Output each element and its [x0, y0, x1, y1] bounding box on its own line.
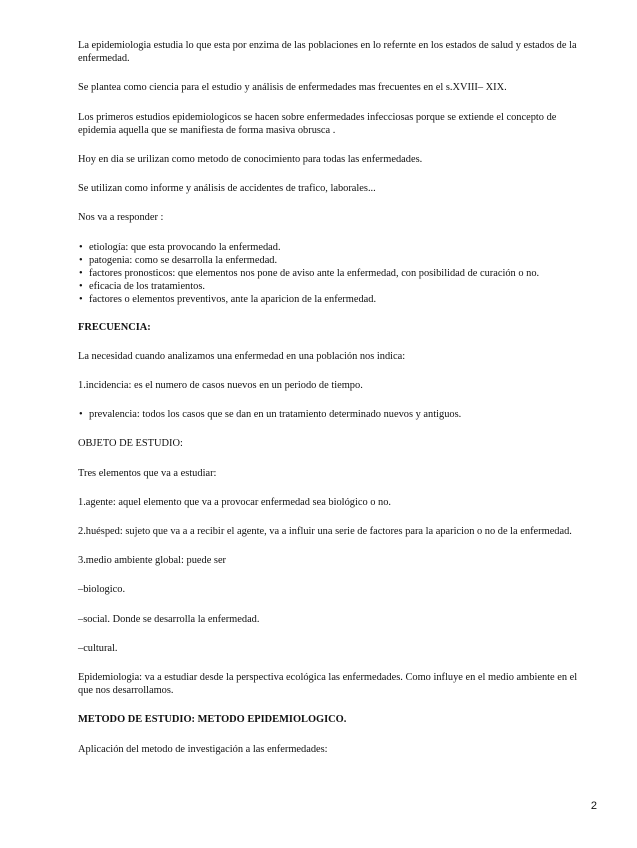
- paragraph-hoy-en-dia: Hoy en dia se urilizan como metodo de conocimiento para todas las enfermedades.: [78, 154, 423, 166]
- paragraph-huesped: 2.huésped: sujeto que va a a recibir el agente, va a influir una serie de factores para la aparicion o no de la enfermedad.: [78, 526, 572, 538]
- list-item: • etiología: que esta provocando la enfermedad.: [78, 241, 588, 254]
- paragraph-cultural: –cultural.: [78, 642, 118, 654]
- paragraph-frecuencia-intro: La necesidad cuando analizamos una enfermedad en una población nos indica:: [78, 350, 406, 362]
- list-item: • factores o elementos preventivos, ante la aparicion de la enfermedad.: [78, 293, 588, 306]
- paragraph-definition: La epidemiologia estudia lo que esta por enzima de las poblaciones en lo refernte en los estados de salud y estados de la enfermedad.: [78, 40, 577, 65]
- paragraph-tres-elementos: Tres elementos que va a estudiar:: [78, 467, 217, 479]
- paragraph-informe: Se utilizan como informe y análisis de accidentes de trafico, laborales...: [78, 183, 376, 195]
- responder-bullet-list: [78, 241, 588, 307]
- paragraph-prevalencia: • prevalencia: todos los casos que se dan en un tratamiento determinado nuevos y antiguos.: [78, 408, 588, 421]
- list-item: • factores pronosticos: que elementos nos pone de aviso ante la enfermedad, con posibilidad de curación o no.: [78, 267, 588, 280]
- heading-frecuencia: FRECUENCIA:: [78, 321, 151, 333]
- paragraph-medio-ambiente: 3.medio ambiente global: puede ser: [78, 555, 227, 567]
- heading-objeto-de-estudio: OBJETO DE ESTUDIO:: [78, 438, 183, 450]
- paragraph-biologico: –biologico.: [78, 584, 126, 596]
- paragraph-aplicacion-metodo: Aplicación del metodo de investigación a las enfermedades:: [78, 743, 328, 755]
- paragraph-primeros-estudios: Los primeros estudios epidemiologicos se hacen sobre enfermedades infecciosas porque se extiende el concepto de epidemia aquella que se manifiesta de forma masiva obrusca .: [78, 111, 557, 136]
- document-page: [78, 39, 588, 772]
- page-number: 2: [590, 800, 597, 812]
- paragraph-epidemiologia-ecologica: Epidemiologia: va a estudiar desde la perspectiva ecológica las enfermedades. Como influye en el medio ambiente en el que nos desarrollamos.: [78, 672, 578, 697]
- list-item: • patogenia: como se desarrolla la enfermedad.: [78, 254, 588, 267]
- list-item: • eficacia de los tratamientos.: [78, 280, 588, 293]
- heading-metodo-de-estudio: METODO DE ESTUDIO: METODO EPIDEMIOLOGICO.: [78, 714, 347, 726]
- paragraph-nos-va-a-responder: Nos va a responder :: [78, 212, 164, 224]
- paragraph-incidencia: 1.incidencia: es el numero de casos nuevos en un periodo de tiempo.: [78, 380, 363, 392]
- paragraph-agente: 1.agente: aquel elemento que va a provocar enfermedad sea biológico o no.: [78, 496, 392, 508]
- paragraph-social: –social. Donde se desarrolla la enfermedad.: [78, 613, 260, 625]
- paragraph-ciencia: Se plantea como ciencia para el estudio y análisis de enfermedades mas frecuentes en el s.XVIII– XIX.: [78, 82, 507, 94]
